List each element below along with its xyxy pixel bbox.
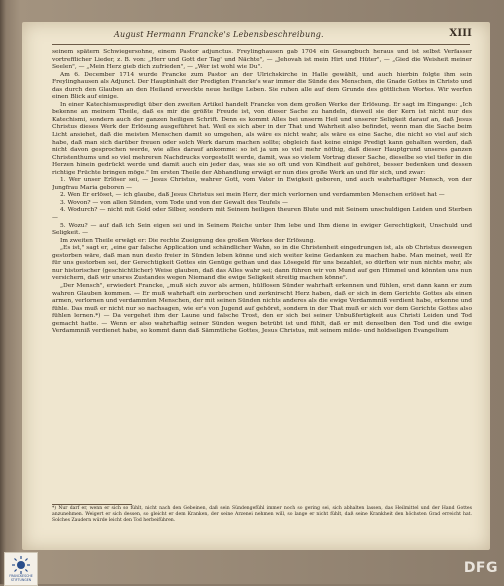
list-item: 1. Wer unser Erlöser sei, — Jesus Christus, wahrer Gott, vom Vater in Ewigkeit geboren, und auch wahrhaftiger Mensch, von der Jungfrau Maria geboren — bbox=[52, 177, 472, 191]
header-rule bbox=[52, 44, 470, 45]
list-item: 5. Wozu? — auf daß ich Sein eigen sei und in Seinem Reiche unter Ihm lebe und Ihm diene in ewiger Gerechtigkeit, Unschuld und Seligkeit. — bbox=[52, 222, 472, 237]
list-item: 4. Wodurch? — nicht mit Gold oder Silber, sondern mit Seinem heiligen theuren Blute und mit Seinem unschuldigen Leiden und Sterben — bbox=[52, 207, 472, 222]
paragraph: Am 6. December 1714 wurde Francke zum Pastor an der Ulrichskirche in Halle gewählt, und auch hierbin folgte ihm sein Freylinghausen als Adjunct. Der Hauptinhalt der Predigten Francke's war immer die Sünde des Menschen, die Gnade Gottes in Christo und das durch den Glauben an den Heiland erweckte neue heilige Leben. Sie ruhen alle auf dem Grunde des göttlichen Wortes. Wir werfen einen Blick auf einige. bbox=[52, 71, 472, 101]
list-item: 2. Wen Er erlöset, — ich glaube, daß Jesus Christus sei mein Herr, der mich verlornen und verdammten Menschen erlöset hat — bbox=[60, 192, 445, 199]
sun-emblem-icon bbox=[11, 555, 31, 575]
running-title: August Hermann Francke's Lebensbeschreibung. bbox=[114, 30, 324, 39]
body-text bbox=[52, 49, 472, 503]
logo-caption: FRANCKESCHE STIFTUNGEN bbox=[9, 574, 33, 582]
institution-logo bbox=[4, 552, 38, 586]
page-number: XIII bbox=[449, 28, 472, 39]
running-header bbox=[52, 28, 472, 44]
paragraph: Im zweiten Theile erwägt er: Die rechte Zueignung des großen Werkes der Erlösung. bbox=[60, 237, 316, 244]
footnote: *) Nur darf er, wenn er sich so fühlt, nicht nach den Gebeinen, daß sein Sündengefühl immer noch so gering sei, sich abhalten lassen, das Heilmittel und der Hand Gottes anzunehmen. Weigert er sich dessen, so gleicht er dem Kranken, der seine Arzenei nehmen will, so lange er nicht fühlt, daß seine Krankheit den höchsten Grad erreicht hat. Solches Zaudern würde leicht den Tod herbeiführen. bbox=[52, 506, 472, 523]
paragraph: In einer Katechismuspredigt über den zweiten Artikel handelt Francke von dem großen Werke der Erlösung. Er sagt im Eingange: „Ich bekenne an meinem Theile, daß es mir die größte Freude ist, von dieser Sache zu handeln, dieweil sie der Kern ist nicht nur des Katechismi, sondern auch der ganzen heiligen Schrift. Denn es kommt Alles bei unserm Heil und unserer Seligkeit darauf an, daß Jesus Christus dieses Werk der Erlösung ausgeführet hat. Weil es sich aber in der That und Wahrheit also befindet, wenn man die Sache beim Licht ansiehet, daß die meisten Menschen damit so umgehen, als wäre es nicht wahr, als wäre es eine Sache, die nicht so viel auf sich habe, daß man sich darüber freuen oder solch Werk darum machen sollte; obgleich fast keine einige Predigt kann gehalten werden, daß nicht davon gesprochen werde, wie alles darauf ankomme: so ist ja um so viel mehr nöthig, daß dieser Hauptgrund unseres ganzen Christenthums und so viel mehreren Nachdrucks vorgestellt werde, damit, was so vielem Vortrag dieser Sache, dieselbe so viel tiefer in die Herzen hinein gedrückt werde und damit auch ein jeder das, was sie so oft und von Kindheit auf gehöret, besser bedenken und dessen richtige Früchte bringen möge." Im ersten Theile der Abhandlung erwägt er nun dies große Werk an und für sich, und zwar: bbox=[52, 101, 472, 176]
book-page bbox=[22, 22, 490, 550]
footnote-rule bbox=[52, 504, 132, 505]
dfg-watermark: DFG bbox=[463, 560, 498, 576]
list-item: 3. Wovon? — von allen Sünden, vom Tode und von der Gewalt des Teufels — bbox=[60, 199, 288, 206]
paragraph: seinem spätern Schwiegersohne, einem Pastor adjunctus. Freylinghausen gab 1704 ein Gesangbuch heraus und ist selbst Verfasser vortrefflicher Lieder, z. B. von: „Herr und Gott der Tag' und Nächte", — „Jehovah ist mein Hirt und Hüter", — „Gied die Weisheit meiner Seelen", — „Mein Herz gieb dich zufrieden", — „Wer ist wohl wie Du". bbox=[52, 49, 472, 71]
paragraph: „Es ist," sagt er, „eine gar falsche Application und schändlicher Wahn, so in die Christenheit eingedrungen ist, als ob Christus deswegen gestorben wäre, daß man nun desto freier in Sünden leben könne und sich weiter keine Gedanken zu machen habe. Man meinet, weil Er für uns gestorben sei, der Gerechtigkeit Gottes ein Genüge gethan und das Lösegeld für uns bezahlet, so dürften wir nun nichts mehr, als nur historischer (geschichtlicher) Weise glauben, daß das Alles wahr sei; dann führen wir von Mund auf gen Himmel und könnten uns nun versichern, daß wir unsres Zustandes wegen Niemand die ewige Seligkeit streitig machen könne". bbox=[52, 245, 472, 282]
paragraph: „Der Mensch", erwiedert Francke, „muß sich zuvor als armen, hülflosen Sünder wahrhaft erkennen und fühlen, erst dann kann er zum wahren Glauben kommen. — Er muß wahrhaft ein zerbrochen und zerknirscht Herz haben, daß er sich in dem Gerichte Gottes als einen armen, verlornen und verdammten Menschen, der mit seinen Sünden nichts anderes als die ewige Verdammniß verdient habe, erkenne und fühle. Das muß er nicht nur so nachsagen, wie er's von Jugend auf gehöret, sondern in der That muß er sich vor dem Gerichte Gottes also fühlen lernen.*) — Da vergehet ihm der Laune und falsche Trost, den er sich bei seiner Unbußfertigkeit aus Christi Leiden und Tod gemacht hatte. — Wenn er also wahrhaftig seiner Sünden wegen betrübt ist und fühlt, daß er mit denselben den Tod und die ewige Verdammniß verdienet habe, so kommt dann daß Sämmtliche Gottes, Jesus Christus, mit seinem milde- und holdseligen Evangelium bbox=[52, 282, 472, 335]
